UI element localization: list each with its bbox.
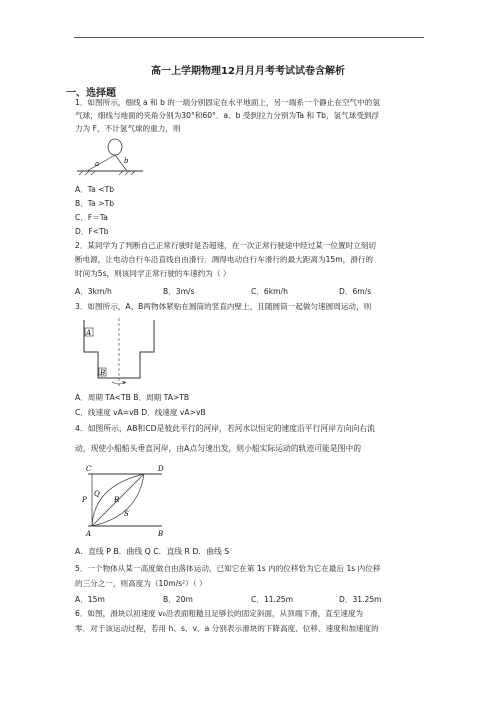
- q2-option-d: D．6m/s: [339, 287, 372, 296]
- q6-line-1: 6．如图，滑块以初速度 v₀沿表面粗糙且足够长的固定斜面，从顶端下滑，直至速度为: [75, 609, 364, 618]
- q4-line-1: 4．如图所示，AB和CD是彼此平行的河岸，若河水以恒定的速度沿平行河岸方向向右流: [75, 424, 375, 433]
- q5-options: [75, 594, 415, 604]
- page-title: 高一上学期物理12月月月考考试试卷含解析: [151, 66, 345, 77]
- q1-line-3: 力为 F，不计氢气球的重力，则: [75, 124, 181, 133]
- q4-label-q: Q: [94, 490, 100, 498]
- header-rule: [74, 37, 424, 38]
- q4-label-b: B: [158, 530, 164, 538]
- q1-option-c: C．F＝Ta: [75, 213, 108, 222]
- q1-label-b: b: [124, 157, 129, 165]
- q4-label-d: D: [158, 465, 164, 473]
- q2-option-c: C．6km/h: [251, 287, 288, 296]
- q5-line-2: 的三分之一，则高度为（10m/s²）（ ）: [75, 579, 207, 588]
- q3-options-row-2: C．线速度 vA=vB D．线速度 vA>vB: [75, 408, 206, 417]
- q3-line-1: 3．如图所示，A、B两物体紧贴在圆筒的竖直内壁上，且随圆筒一起做匀速圆周运动，则: [75, 302, 372, 311]
- q1-option-b: B．Ta >Tb: [75, 199, 115, 208]
- q4-river-figure: [80, 462, 170, 542]
- q2-line-3: 时间为5s，则该同学正常行驶的车速约为（ ）: [75, 269, 231, 278]
- q2-option-a: A．3km/h: [75, 287, 112, 296]
- q2-line-1: 2．某同学为了判断自己正常行驶时是否超速，在一次正常行驶途中经过某一位置时立刻切: [75, 241, 376, 250]
- q1-label-a: a: [95, 160, 100, 168]
- q5-option-d: D．31.25m: [339, 595, 382, 604]
- q1-balloon-figure: [75, 137, 145, 182]
- q5-line-1: 5．一个物体从某一高度做自由落体运动，已知它在第 1s 内的位移恰为它在最后 1s 内位移: [75, 564, 381, 573]
- q2-line-2: 断电源，让电动自行车沿直线自由滑行．测得电动自行车滑行的最大距离为15m，滑行的: [75, 255, 374, 264]
- q4-options: A．直线 P B．曲线 Q C．直线 R D．曲线 S: [75, 547, 230, 556]
- q3-label-a: A: [86, 329, 92, 337]
- q3-label-b: B: [100, 369, 106, 377]
- q3-cylinder-figure: [82, 318, 160, 388]
- q4-label-c: C: [86, 465, 92, 473]
- q1-line-1: 1．如图所示，细线 a 和 b 的一端分别固定在水平地面上，另一端系一个静止在空气中的氢: [75, 98, 380, 107]
- q4-label-a: A: [86, 530, 92, 538]
- q1-line-2: 气球，细线与地面的夹角分别为30°和60°．a、b 受到拉力分别为Ta 和 Tb，氢气球受到浮: [75, 111, 380, 120]
- q4-line-2: 动，现使小船船头垂直河岸，由A点匀速出发，则小船实际运动的轨迹可能是图中的: [75, 444, 362, 453]
- q2-options: [75, 286, 415, 296]
- q5-option-b: B．20m: [163, 595, 193, 604]
- q6-line-2: 零．对于该运动过程，若用 h、s、v、a 分别表示滑块的下降高度、位移、速度和加速度的: [75, 624, 379, 633]
- q4-label-p: P: [82, 496, 87, 504]
- q1-option-a: A．Ta <Tb: [75, 185, 115, 194]
- section-heading: 一、选择题: [66, 88, 116, 99]
- q4-label-r: R: [114, 496, 120, 504]
- q1-option-d: D．F<Tb: [75, 227, 109, 236]
- q5-option-c: C．11.25m: [251, 595, 294, 604]
- q5-option-a: A．15m: [75, 595, 105, 604]
- q3-options-row-1: A．周期 TA<TB B．周期 TA>TB: [75, 393, 190, 402]
- q2-option-b: B．3m/s: [163, 287, 195, 296]
- q4-label-s: S: [124, 510, 129, 518]
